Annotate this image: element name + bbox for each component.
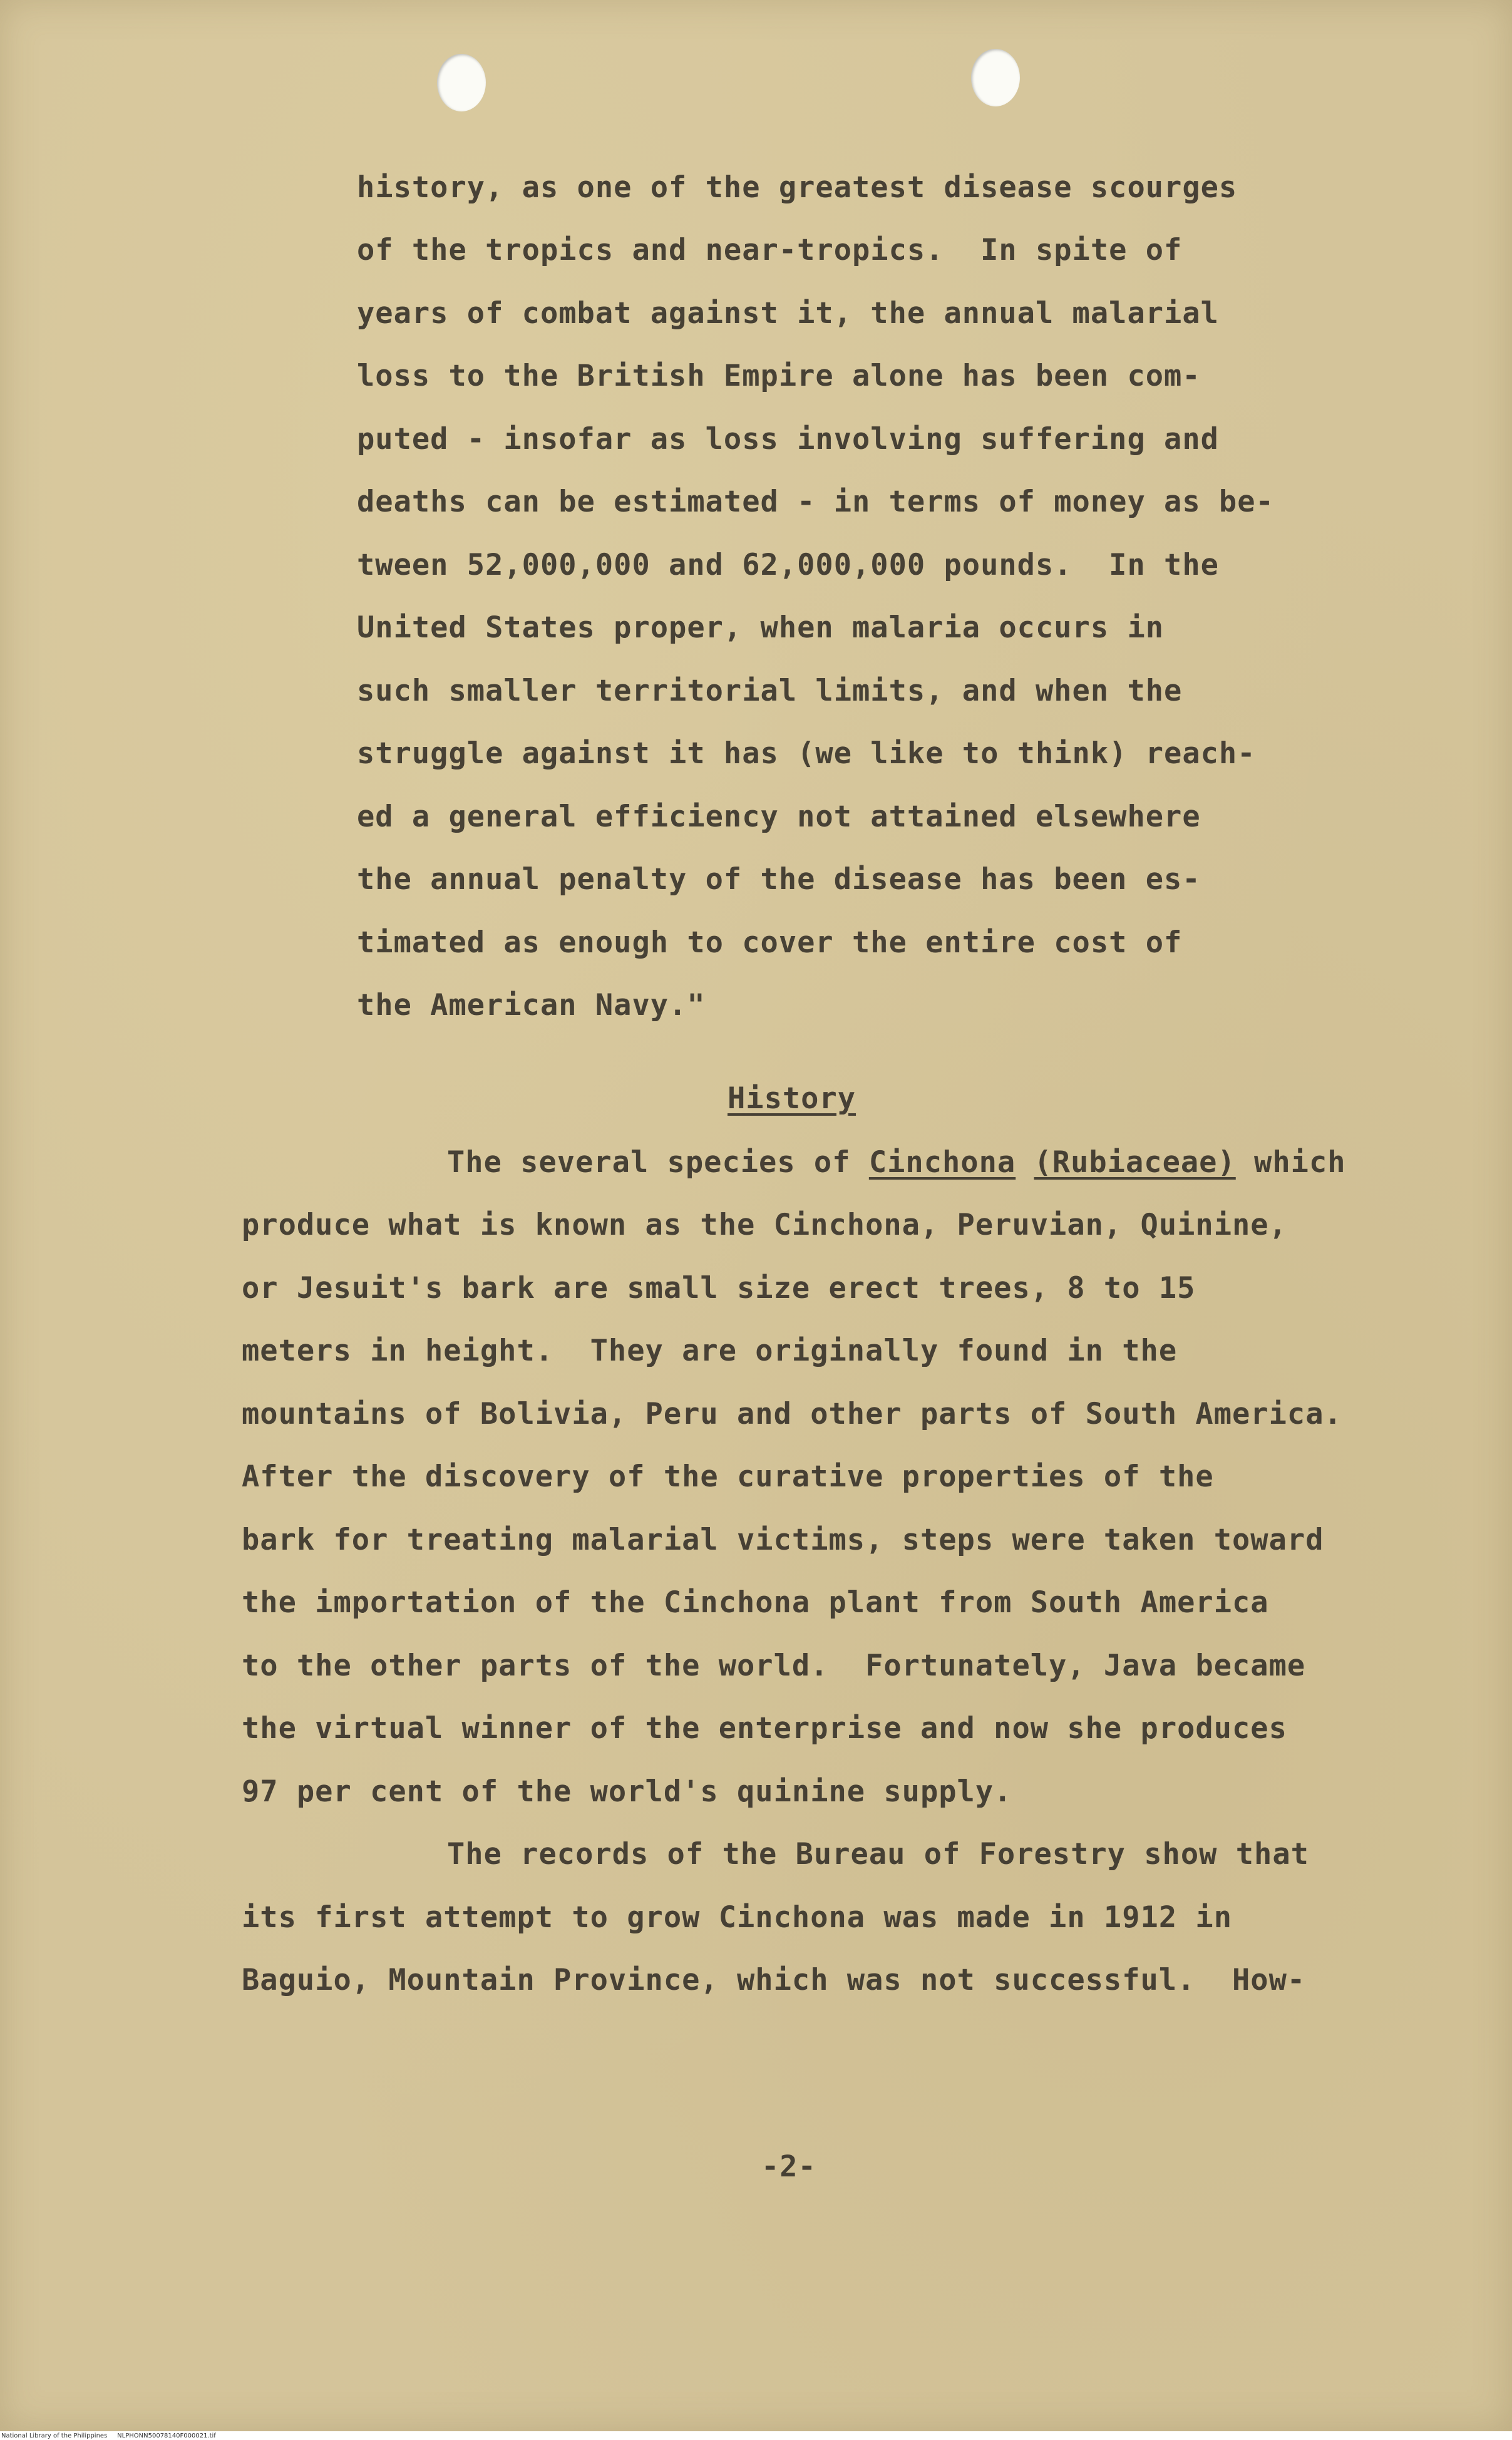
- paragraph-line: The records of the Bureau of Forestry show that: [447, 1837, 1309, 1871]
- quote-line: puted - insofar as loss involving suffering and: [357, 422, 1219, 456]
- paragraph-line: 97 per cent of the world's quinine supply.: [242, 1774, 1012, 1809]
- genus-name: Cinchona: [868, 1145, 1016, 1180]
- quote-line: history, as one of the greatest disease scourges: [357, 170, 1238, 205]
- paragraph-line: Baguio, Mountain Province, which was not successful. How-: [242, 1963, 1306, 1997]
- paragraph-lead-text: The several species of: [447, 1145, 869, 1180]
- quote-line: deaths can be estimated - in terms of money as be-: [357, 485, 1274, 519]
- family-name: (Rubiaceae): [1034, 1145, 1236, 1180]
- page-number: -2-: [761, 2149, 816, 2184]
- paragraph-line: its first attempt to grow Cinchona was made in 1912 in: [242, 1900, 1233, 1935]
- paragraph-line: the importation of the Cinchona plant from South America: [242, 1585, 1269, 1620]
- quote-line: ed a general efficiency not attained elsewhere: [357, 800, 1201, 834]
- quote-line: tween 52,000,000 and 62,000,000 pounds. In the: [357, 548, 1219, 582]
- quote-line: years of combat against it, the annual malarial: [357, 296, 1219, 331]
- punch-hole-left: [437, 54, 486, 111]
- paragraph-line: bark for treating malarial victims, steps were taken toward: [242, 1523, 1324, 1557]
- quote-line: loss to the British Empire alone has been com-: [357, 359, 1201, 393]
- archive-footer: National Library of the Philippines NLPHONN50078140F000021.tif: [1, 2432, 216, 2439]
- quote-line: of the tropics and near-tropics. In spite of: [357, 233, 1183, 267]
- paragraph-first-line: [447, 1144, 1346, 1181]
- quote-line: the annual penalty of the disease has been es-: [357, 862, 1201, 897]
- quote-line: struggle against it has (we like to think) reach-: [357, 736, 1256, 771]
- paragraph-tail-text: which: [1235, 1145, 1346, 1180]
- paragraph-line: to the other parts of the world. Fortunately, Java became: [242, 1649, 1306, 1683]
- paragraph-line: or Jesuit's bark are small size erect trees, 8 to 15: [242, 1271, 1196, 1305]
- quote-line: such smaller territorial limits, and when the: [357, 674, 1183, 708]
- paragraph-line: the virtual winner of the enterprise and now she produces: [242, 1711, 1287, 1746]
- quote-line: United States proper, when malaria occurs in: [357, 610, 1165, 645]
- quote-line: the American Navy.": [357, 988, 706, 1022]
- quote-line: timated as enough to cover the entire cost of: [357, 925, 1183, 960]
- punch-hole-right: [971, 49, 1020, 106]
- paragraph-line: After the discovery of the curative properties of the: [242, 1459, 1214, 1494]
- paragraph-line: produce what is known as the Cinchona, Peruvian, Quinine,: [242, 1208, 1287, 1242]
- section-heading: History: [728, 1081, 856, 1116]
- quote-block: [0, 103, 1274, 1022]
- paragraph-line: meters in height. They are originally found in the: [242, 1334, 1178, 1368]
- paragraph-line: mountains of Bolivia, Peru and other parts of South America.: [242, 1397, 1342, 1431]
